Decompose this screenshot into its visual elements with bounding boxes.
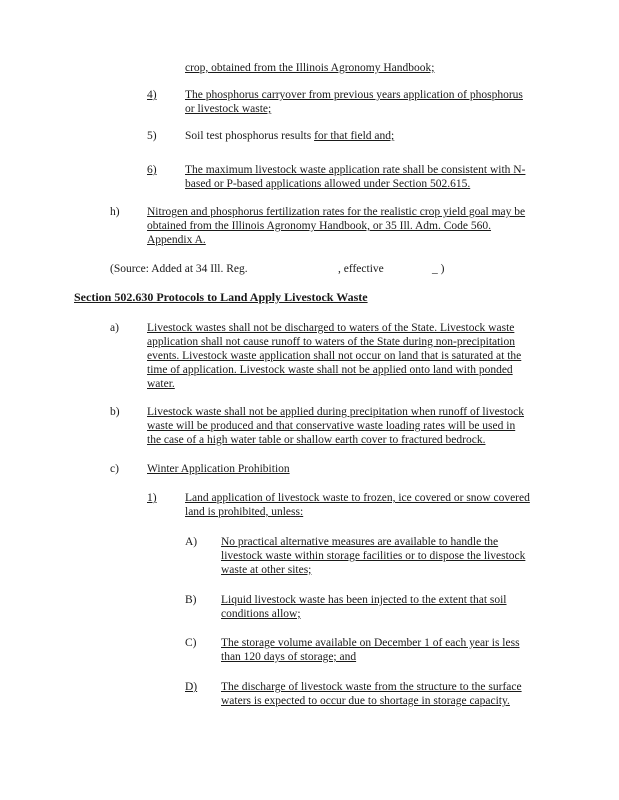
para-c-title: Winter Application Prohibition [147, 463, 290, 475]
item5-text-plain: Soil test phosphorus results [185, 130, 315, 142]
item4-number: 4) [147, 89, 157, 101]
sub-b-line1: Liquid livestock waste has been injected to the extent that soil [221, 594, 507, 606]
item3-line: crop, obtained from the Illinois Agronomy Handbook; [185, 62, 435, 74]
para-a-line2: application shall not cause runoff to waters of the State during non-precipitation [147, 336, 516, 348]
item-c1-line1: Land application of livestock waste to frozen, ice covered or snow covered [185, 492, 530, 504]
para-b-line2: waste will be produced and that conservative waste loading rates will be used in [147, 420, 516, 432]
para-a-label: a) [110, 322, 119, 334]
sub-a-line2: livestock waste within storage facilities or to dispose the livestock [221, 550, 526, 562]
item6-line1: The maximum livestock waste application rate shall be consistent with N- [185, 164, 526, 176]
para-h-line1: Nitrogen and phosphorus fertilization rates for the realistic crop yield goal may be [147, 206, 526, 218]
item5-text [185, 129, 394, 143]
sub-a-line1: No practical alternative measures are available to handle the [221, 536, 499, 548]
sub-b-label: B) [185, 594, 197, 606]
para-h-line2: obtained from the Illinois Agronomy Handbook, or 35 Ill. Adm. Code 560. [147, 220, 492, 232]
item-c1-line2: land is prohibited, unless: [185, 506, 304, 518]
para-a-line4: time of application. Livestock waste shall not be applied onto land with ponded [147, 364, 513, 376]
para-b-label: b) [110, 406, 120, 418]
source-note: (Source: Added at 34 Ill. Reg. [110, 263, 248, 275]
sub-a-line3: waste at other sites; [221, 564, 312, 576]
para-a-line1: Livestock wastes shall not be discharged to waters of the State. Livestock waste [147, 322, 515, 334]
para-c-label: c) [110, 463, 119, 475]
item4-line2: or livestock waste; [185, 103, 272, 115]
sub-c-line2: than 120 days of storage; and [221, 651, 357, 663]
item4-line1: The phosphorus carryover from previous years application of phosphorus [185, 89, 523, 101]
item6-number: 6) [147, 164, 157, 176]
item-c1-number: 1) [147, 492, 157, 504]
para-h-label: h) [110, 206, 120, 218]
para-b-line1: Livestock waste shall not be applied during precipitation when runoff of livestock [147, 406, 524, 418]
section-heading: Section 502.630 Protocols to Land Apply Livestock Waste [74, 290, 368, 304]
para-a-line5: water. [147, 378, 175, 390]
item5-number: 5) [147, 130, 157, 142]
sub-c-label: C) [185, 637, 197, 649]
sub-c-line1: The storage volume available on December 1 of each year is less [221, 637, 520, 649]
source-tail: _ ) [432, 263, 445, 275]
item6-line2: based or P-based applications allowed under Section 502.615. [185, 178, 471, 190]
sub-b-line2: conditions allow; [221, 608, 301, 620]
para-h-line3: Appendix A. [147, 234, 206, 246]
sub-d-line2: waters is expected to occur due to shortage in storage capacity. [221, 695, 510, 707]
para-a-line3: events. Livestock waste application shall not occur on land that is saturated at the [147, 350, 522, 362]
item5-text-underlined: for that field and; [314, 130, 395, 142]
para-b-line3: the case of a high water table or shallow earth cover to fractured bedrock. [147, 434, 486, 446]
sub-d-line1: The discharge of livestock waste from the structure to the surface [221, 681, 522, 693]
sub-d-label: D) [185, 681, 198, 693]
sub-a-label: A) [185, 536, 198, 548]
source-effective: , effective [338, 263, 384, 275]
